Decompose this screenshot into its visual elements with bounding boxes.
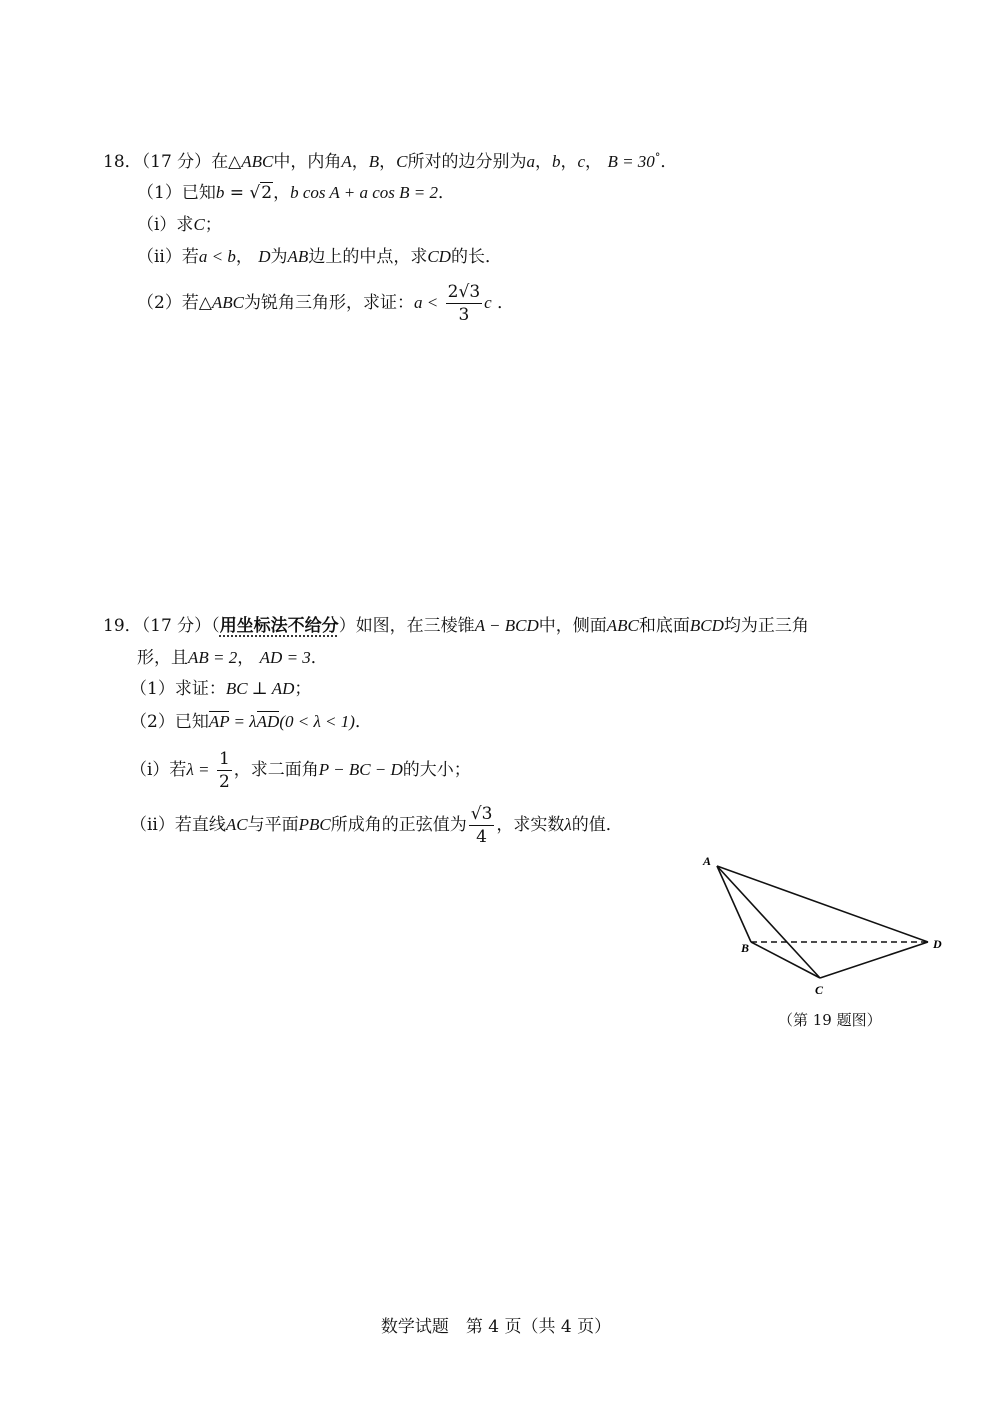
vector-AP: AP [208,712,230,731]
q19-text: ． [354,712,372,732]
label-A: A [703,854,712,868]
q19-text: ，求实数 [496,815,565,835]
q19-var: P − BC − D [318,760,403,779]
q18-text: ； [204,215,222,235]
q18-text: 为锐角三角形，求证： [244,293,414,313]
numerator: 2 [447,282,459,302]
q19-text: ，求二面角 [233,760,319,780]
q18-part1-label: （1）已知 [137,183,216,203]
q18-var: C [396,152,408,171]
fraction-2sqrt3-over-3 [446,281,483,326]
q19-part2-label: （2）已知 [130,712,209,732]
q18-text: ． [660,152,678,172]
q18-text: ， [560,152,578,172]
q19-text: ） [338,616,356,636]
q19-part2-ii-label: （ii）若直线 [130,815,226,835]
q18-text: ， [351,152,369,172]
radicand: 3 [469,282,481,302]
radicand: 2 [261,183,273,203]
q19-text: 的值． [571,815,623,835]
degree-sign: ° [654,151,661,164]
numerator: 1 [218,749,230,769]
fraction-sqrt3-over-4 [469,803,495,848]
denominator: 2 [218,772,230,792]
q19-text: 所成角的正弦值为 [330,815,467,835]
q19-var: AD = 3 [259,648,311,667]
q18-angle-B: B = 30 [607,152,655,171]
q18-var: b [552,152,561,171]
q19-text: ， [237,648,255,668]
q19-condition: (0 < λ < 1) [279,712,355,731]
q18-text: ， [273,183,291,203]
q19-text: ． [310,648,328,668]
q19-part2-i-label: （i）若 [130,760,187,780]
q18-part1 [137,181,455,205]
q18-text: 的长． [450,247,502,267]
sqrt-sign: √ [458,282,470,302]
q18-var: c [484,293,492,312]
figure-caption: （第 19 题图） [778,1011,882,1029]
q18-part2 [137,278,514,328]
q19-var: ABC [606,616,639,635]
q18-var: C [193,215,205,234]
q18-var: A [341,152,352,171]
q18-var: B [368,152,380,171]
q18-var: c [577,152,586,171]
edge-AD [717,866,928,942]
q18-text: 边上的中点，求 [308,247,428,267]
q18-text: = [224,183,250,203]
q18-text: 中，内角 [273,152,342,172]
q19-var: λ [564,815,572,834]
q19-var: AC [225,815,248,834]
denominator: 3 [458,305,470,325]
q19-var: λ = [186,760,210,779]
vector-AD: AD [256,712,280,731]
q18-text: ， [235,247,253,267]
q18-var: D [258,247,271,266]
q19-text: 如图，在三棱锥 [355,616,475,636]
fraction-1-over-2 [217,748,232,793]
q18-text: ． [497,293,515,313]
radicand: 3 [481,804,493,824]
tetrahedron-figure [690,848,960,998]
q18-var: a [526,152,535,171]
edge-AC [717,866,820,978]
label-B: B [741,941,750,955]
edge-AB [717,866,751,942]
q19-part2 [130,710,372,734]
sqrt-sign: √ [470,804,482,824]
q19-text: 与平面 [247,815,299,835]
q19-var: PBC [298,815,331,834]
q19-stem-line2 [137,646,328,670]
q19-part2-i [130,745,471,795]
q19-text: 中，侧面 [538,616,607,636]
q19-part1-expr: BC ⊥ AD [225,679,295,698]
q18-var: ABC [241,152,274,171]
q18-text: ， [535,152,552,172]
q19-score: （17 分）（ [141,616,220,636]
q18-stem [103,146,677,174]
q18-part1-i [137,213,222,237]
denominator: 4 [476,827,487,847]
q18-var: ABC [211,293,244,312]
label-D: D [933,937,942,951]
q19-part1 [130,677,311,701]
q19-stem [103,614,809,638]
q18-part1-expr: b cos A + a cos B = 2 [290,183,438,202]
q19-var: AB = 2 [188,648,238,667]
q18-var: AB [287,247,309,266]
q19-part1-label: （1）求证： [130,679,226,699]
q18-part1-ii-label: （ii）若 [137,247,199,267]
q19-text: 的大小； [402,760,471,780]
q18-text: ． [437,183,455,203]
q18-text: 所对的边分别为 [407,152,527,172]
q18-part1-i-label: （i）求 [137,215,194,235]
q18-number: 18． [103,152,142,172]
page-footer: 数学试题 第 4 页（共 4 页） [380,1317,612,1337]
edge-CD [820,942,928,978]
q18-var: b [215,183,225,202]
q18-part1-ii [137,245,502,269]
q19-text: ； [294,679,312,699]
q18-var: a < [414,293,439,312]
label-C: C [815,983,824,997]
q19-part2-ii [130,800,623,850]
q18-text: 为 [270,247,288,267]
q19-var: A − BCD [474,616,539,635]
sqrt-sign: √ [249,183,261,203]
q19-text: 均为正三角 [723,616,809,636]
q18-var: CD [427,247,451,266]
q19-text: 和底面 [638,616,690,636]
q19-var: BCD [689,616,724,635]
q18-text: 在△ [211,152,242,172]
q18-text: ， [585,152,603,172]
q19-number: 19． [103,616,142,636]
q18-score: （17 分） [141,152,212,172]
q18-text: ， [379,152,397,172]
q19-note: 用坐标法不给分 [219,616,339,636]
q19-text: = λ [229,712,257,731]
q18-part2-label: （2）若△ [137,293,212,313]
q18-ineq: a < b [198,247,236,266]
sqrt-2 [249,181,273,205]
edge-BC [751,942,820,978]
q19-text: 形，且 [137,648,188,668]
